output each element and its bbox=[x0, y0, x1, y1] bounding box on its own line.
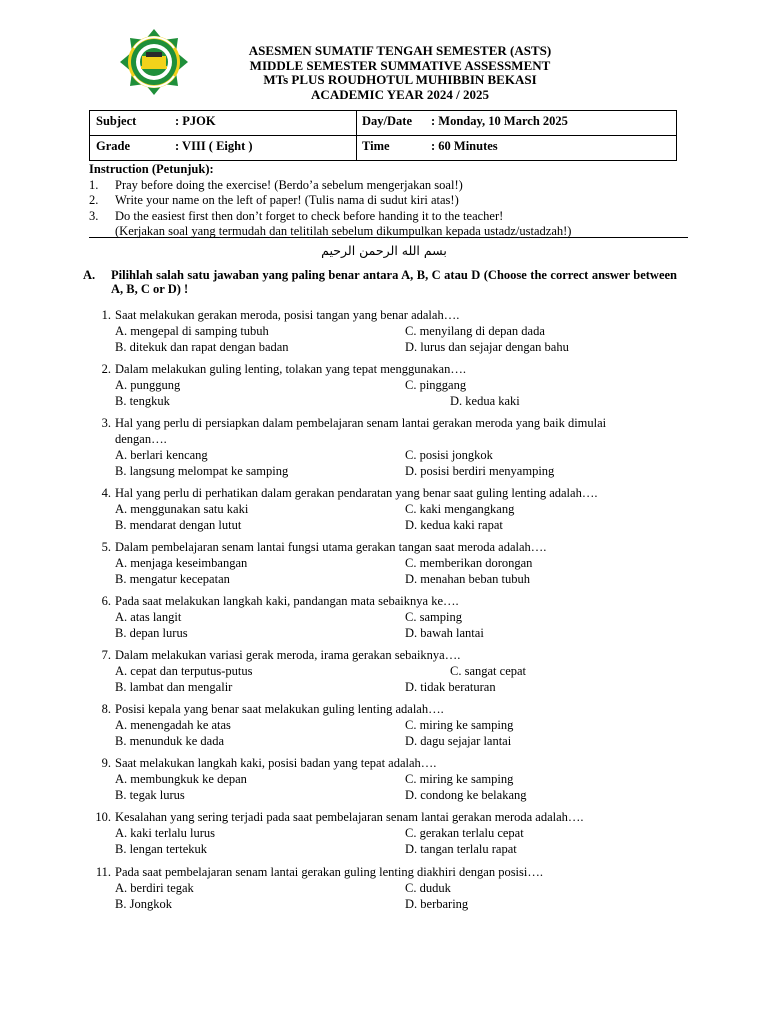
answer-option[interactable]: C. memberikan dorongan bbox=[405, 556, 533, 570]
answer-option[interactable]: D. condong ke belakang bbox=[405, 788, 527, 802]
question-item bbox=[89, 755, 689, 802]
answer-option[interactable]: C. sangat cepat bbox=[450, 664, 527, 678]
question-text: Kesalahan yang sering terjadi pada saat pembelajaran senam lantai gerakan meroda adalah…. bbox=[115, 810, 584, 824]
answer-option[interactable]: D. kedua kaki rapat bbox=[405, 518, 503, 532]
subject-value: : PJOK bbox=[175, 114, 216, 128]
answer-option[interactable]: A. menggunakan satu kaki bbox=[115, 502, 249, 516]
question-text: Saat melakukan langkah kaki, posisi badan yang tepat adalah…. bbox=[115, 756, 437, 770]
question-number: 3. bbox=[101, 416, 111, 430]
answer-option[interactable]: A. atas langit bbox=[115, 610, 182, 624]
header-line-3: MTs PLUS ROUDHOTUL MUHIBBIN BEKASI bbox=[263, 72, 537, 87]
answer-option[interactable]: B. menunduk ke dada bbox=[115, 734, 225, 748]
question-item bbox=[89, 647, 689, 694]
answer-option[interactable]: B. ditekuk dan rapat dengan badan bbox=[115, 340, 289, 354]
answer-option[interactable]: C. duduk bbox=[405, 881, 451, 895]
basmala: بسم الله الرحمن الرحيم bbox=[321, 243, 447, 258]
answer-option[interactable]: A. menjaga keseimbangan bbox=[115, 556, 248, 570]
time-label: Time bbox=[362, 139, 390, 153]
question-text: Dalam melakukan variasi gerak meroda, irama gerakan sebaiknya…. bbox=[115, 648, 461, 662]
instructions bbox=[89, 162, 689, 240]
question-text: Pada saat pembelajaran senam lantai gerakan guling lenting diakhiri dengan posisi…. bbox=[115, 865, 543, 879]
question-number: 10. bbox=[95, 810, 111, 824]
question-text: Pada saat melakukan langkah kaki, pandangan mata sebaiknya ke…. bbox=[115, 594, 459, 608]
time-value: : 60 Minutes bbox=[431, 139, 498, 153]
instruction-text: Pray before doing the exercise! (Berdo’a sebelum mengerjakan soal!) bbox=[115, 177, 463, 192]
date-value: : Monday, 10 March 2025 bbox=[431, 114, 568, 128]
question-item bbox=[89, 701, 689, 748]
answer-option[interactable]: A. berdiri tegak bbox=[115, 881, 194, 895]
answer-option[interactable]: B. lengan tertekuk bbox=[115, 842, 207, 856]
instruction-text: (Kerjakan soal yang termudah dan telitilah sebelum dikumpulkan kepada ustadz/ustadzah!) bbox=[115, 224, 572, 238]
header-line-2: MIDDLE SEMESTER SUMMATIVE ASSESSMENT bbox=[249, 57, 551, 73]
question-text: Saat melakukan gerakan meroda, posisi tangan yang benar adalah…. bbox=[115, 308, 460, 322]
instruction-item bbox=[89, 209, 689, 225]
answer-option[interactable]: D. lurus dan sejajar dengan bahu bbox=[405, 340, 569, 354]
answer-option[interactable]: A. menengadah ke atas bbox=[115, 718, 231, 732]
answer-option[interactable]: C. gerakan terlalu cepat bbox=[405, 826, 524, 840]
answer-option[interactable]: A. punggung bbox=[115, 378, 181, 392]
answer-option[interactable]: C. miring ke samping bbox=[405, 772, 514, 786]
answer-option[interactable]: D. posisi berdiri menyamping bbox=[405, 464, 555, 478]
instruction-item bbox=[89, 178, 689, 194]
question-number: 4. bbox=[101, 486, 111, 500]
answer-option[interactable]: D. kedua kaki bbox=[450, 394, 520, 408]
instruction-number: 3. bbox=[89, 208, 99, 223]
answer-option[interactable]: B. lambat dan mengalir bbox=[115, 680, 233, 694]
question-number: 1. bbox=[101, 308, 111, 322]
divider-line bbox=[89, 237, 688, 238]
instruction-number: 1. bbox=[89, 177, 99, 192]
question-number: 6. bbox=[101, 594, 111, 608]
question-number: 2. bbox=[101, 362, 111, 376]
instructions-title: Instruction (Petunjuk): bbox=[89, 162, 214, 176]
grade-value: : VIII ( Eight ) bbox=[175, 139, 253, 153]
question-item bbox=[89, 809, 689, 856]
answer-option[interactable]: D. tangan terlalu rapat bbox=[405, 842, 517, 856]
question-item bbox=[89, 485, 689, 532]
question-text: Hal yang perlu di persiapkan dalam pembelajaran senam lantai gerakan meroda yang baik dimulai bbox=[115, 416, 607, 430]
exam-header bbox=[200, 44, 600, 102]
answer-option[interactable]: D. menahan beban tubuh bbox=[405, 572, 530, 586]
instruction-item bbox=[89, 193, 689, 209]
answer-option[interactable]: D. berbaring bbox=[405, 897, 469, 911]
section-letter: A. bbox=[83, 268, 96, 282]
question-item bbox=[89, 415, 689, 478]
answer-option[interactable]: A. kaki terlalu lurus bbox=[115, 826, 215, 840]
question-item bbox=[89, 539, 689, 586]
answer-option[interactable]: A. berlari kencang bbox=[115, 448, 208, 462]
section-instruction: Pilihlah salah satu jawaban yang paling benar antara A, B, C atau D (Choose the correct answer between A, B, C or D) ! bbox=[111, 268, 677, 296]
question-text: Posisi kepala yang benar saat melakukan guling lenting adalah…. bbox=[115, 702, 444, 716]
answer-option[interactable]: B. tegak lurus bbox=[115, 788, 185, 802]
header-line-1: ASESMEN SUMATIF TENGAH SEMESTER (ASTS) bbox=[248, 43, 552, 58]
instruction-text: Do the easiest first then don’t forget to check before handing it to the teacher! bbox=[115, 208, 504, 223]
question-number: 11. bbox=[95, 865, 111, 879]
question-number: 5. bbox=[101, 540, 111, 554]
answer-option[interactable]: A. mengepal di samping tubuh bbox=[115, 324, 269, 338]
answer-option[interactable]: B. Jongkok bbox=[115, 897, 172, 911]
instruction-text: Write your name on the left of paper! (Tulis nama di sudut kiri atas!) bbox=[115, 193, 459, 207]
answer-option[interactable]: C. pinggang bbox=[405, 378, 467, 392]
question-text: Dalam pembelajaran senam lantai fungsi utama gerakan tangan saat meroda adalah…. bbox=[115, 540, 547, 554]
table-divider-horizontal bbox=[90, 135, 676, 136]
instruction-number: 2. bbox=[89, 193, 99, 207]
answer-option[interactable]: B. depan lurus bbox=[115, 626, 188, 640]
grade-label: Grade bbox=[96, 139, 131, 153]
question-number: 9. bbox=[101, 756, 111, 770]
answer-option[interactable]: D. tidak beraturan bbox=[405, 680, 496, 694]
question-item bbox=[89, 864, 689, 911]
answer-option[interactable]: C. posisi jongkok bbox=[405, 448, 493, 462]
question-text: Hal yang perlu di perhatikan dalam gerakan pendaratan yang benar saat guling lenting adalah…. bbox=[115, 486, 598, 500]
date-label: Day/Date bbox=[362, 114, 412, 128]
question-text: Dalam melakukan guling lenting, tolakan yang tepat menggunakan…. bbox=[115, 362, 466, 376]
school-logo bbox=[108, 28, 200, 96]
question-number: 7. bbox=[101, 648, 111, 662]
answer-option[interactable]: C. menyilang di depan dada bbox=[405, 324, 545, 338]
question-number: 8. bbox=[101, 702, 111, 716]
answer-option[interactable]: D. dagu sejajar lantai bbox=[405, 734, 512, 748]
answer-option[interactable]: B. tengkuk bbox=[115, 394, 170, 408]
answer-option[interactable]: A. cepat dan terputus-putus bbox=[115, 664, 253, 678]
answer-option[interactable]: C. samping bbox=[405, 610, 462, 624]
question-item bbox=[89, 361, 689, 408]
answer-option[interactable]: B. mendarat dengan lutut bbox=[115, 518, 242, 532]
question-text-continued: dengan…. bbox=[115, 432, 167, 446]
answer-option[interactable]: B. langsung melompat ke samping bbox=[115, 464, 289, 478]
question-item bbox=[89, 593, 689, 640]
section-a-heading bbox=[83, 268, 677, 296]
header-line-4: ACADEMIC YEAR 2024 / 2025 bbox=[311, 86, 489, 102]
answer-option[interactable]: D. bawah lantai bbox=[405, 626, 484, 640]
subject-label: Subject bbox=[96, 114, 137, 128]
answer-option[interactable]: C. miring ke samping bbox=[405, 718, 514, 732]
question-item bbox=[89, 307, 689, 354]
answer-option[interactable]: C. kaki mengangkang bbox=[405, 502, 515, 516]
answer-option[interactable]: B. mengatur kecepatan bbox=[115, 572, 230, 586]
answer-option[interactable]: A. membungkuk ke depan bbox=[115, 772, 247, 786]
info-table bbox=[89, 110, 677, 161]
